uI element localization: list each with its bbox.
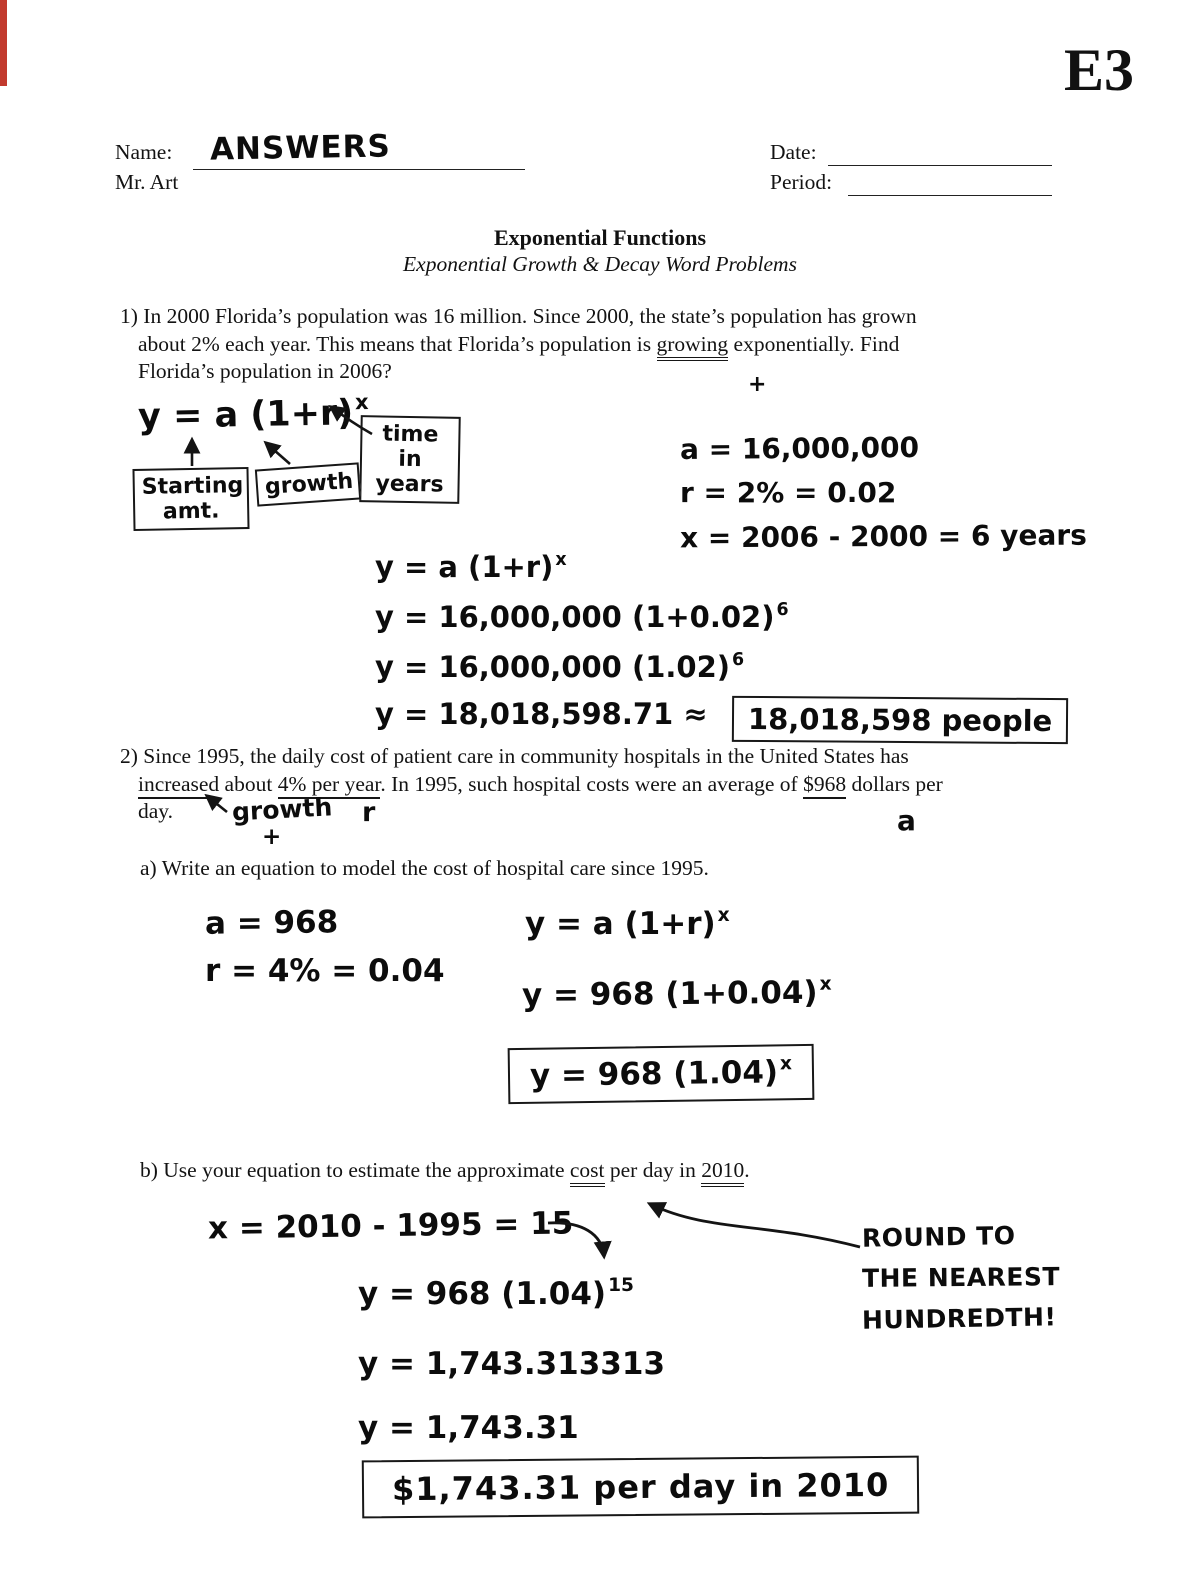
p1-step-3-exponent: 6 [732,649,745,670]
formula-main-exponent: x [354,390,369,415]
part-a-step-1-exponent: x [717,904,730,926]
part-b-step-1 [358,1276,634,1312]
p2-line2-text: about [219,771,278,796]
p1-step-1-exponent: x [555,549,567,570]
worksheet-subtitle: Exponential Growth & Decay Word Problems [403,252,797,276]
problem1-line: Florida’s population in 2006? [138,359,392,383]
part-a-given-r: r = 4% = 0.04 [205,953,445,989]
teacher-name: Mr. Art [115,170,179,194]
label-box-time-line: years [375,471,444,498]
problem1-line2-text: exponentially. Find [728,331,900,356]
problem1-growing-underlined: growing [657,332,729,361]
round-note-line: ROUND TO [861,1221,1016,1253]
part-b-prompt [140,1158,750,1183]
part-a-step-2 [522,975,832,1014]
p1-step-2-exponent: 6 [776,599,789,620]
label-box-time [359,415,461,504]
round-note [862,1222,1060,1333]
name-field-label: Name: [115,140,173,164]
p2-line2-text: dollars per [846,771,943,796]
formula-main-base: y = a (1+r) [137,393,354,438]
p1-step-4-base: y = 18,018,598.71 ≈ [375,697,708,731]
plus-annotation: + [748,372,767,397]
part-a-answer-box [508,1044,815,1104]
part-b-answer-box: $1,743.31 per day in 2010 [362,1456,920,1519]
p1-step-2-base: y = 16,000,000 (1+0.02) [375,600,775,634]
arrow-growth-to-r [266,443,290,464]
problem1-text [120,303,917,386]
given-r: r = 2% = 0.02 [680,476,897,509]
part-a-step-1 [525,906,730,942]
round-note-line: HUNDREDTH! [861,1302,1057,1335]
part-b-step-3 [358,1410,579,1446]
part-b-step-1-base: y = 968 (1.04) [358,1276,607,1312]
p2-rate-underlined: 4% per year [278,772,381,799]
label-box-starting-line: amt. [162,498,220,525]
p1-answer-box: 18,018,598 people [732,696,1069,744]
corner-label: E3 [1064,37,1135,103]
scan-artifact [0,0,7,86]
problem1-line2-text: about 2% each year. This means that Florida’s population is [138,331,657,356]
part-a-prompt: a) Write an equation to model the cost of hospital care since 1995. [140,856,709,880]
p2-cost-underlined: $968 [803,772,846,799]
problem1-line [120,331,917,359]
annotation-growth: growth [231,792,333,827]
date-field-label: Date: [770,140,817,164]
part-b-answer-box-wrap [362,1458,919,1516]
arrow-round-note-to-cost [650,1204,860,1247]
part-b-step-3-base: y = 1,743.31 [358,1410,579,1446]
worksheet-title: Exponential Functions [493,225,707,250]
annotation-plus: + [262,824,282,850]
problem2-line: day. [138,799,174,823]
round-note-line: THE NEAREST [861,1262,1061,1293]
part-a-step-1-base: y = a (1+r) [525,906,716,942]
label-box-starting-line: Starting [141,473,244,500]
p1-step-3 [375,650,744,684]
part-b-x-equation: x = 2010 - 1995 = 15 [207,1205,574,1247]
annotation-a: a [897,804,916,837]
name-field-value: ANSWERS [209,128,392,168]
part-a-answer-box-wrap [508,1046,814,1102]
p2-line2-text: . In 1995, such hospital costs were an average of [380,771,804,796]
part-b-step-2 [358,1346,665,1382]
part-a-answer-base: y = 968 (1.04) [529,1054,779,1094]
formula-main [137,390,369,438]
given-a: a = 16,000,000 [679,430,920,467]
p1-step-2 [375,600,789,634]
problem2-line: 2) Since 1995, the daily cost of patient care in community hospitals in the United States has [120,744,909,768]
part-b-2010-underlined: 2010 [701,1158,744,1187]
label-box-growth: growth [255,462,361,506]
part-b-cost-underlined: cost [570,1158,605,1187]
part-a-answer-exponent: x [779,1053,793,1075]
label-box-starting-amount [132,467,249,531]
part-b-prompt-text: per day in [604,1158,702,1182]
p2-increased-underlined: increased [138,772,219,799]
part-b-step-1-exponent: 15 [608,1274,634,1296]
part-b-step-2-base: y = 1,743.313313 [358,1346,666,1382]
period-field-label: Period: [770,170,833,194]
name-underline [193,169,525,170]
period-underline [848,195,1052,196]
p1-step-1 [375,550,567,584]
label-box-time-line: time [382,421,439,448]
p1-step-4 [375,697,1068,743]
part-b-prompt-text: . [744,1158,750,1182]
given-x: x = 2006 - 2000 = 6 years [679,518,1087,555]
part-b-prompt-text: b) Use your equation to estimate the approximate [140,1158,570,1182]
part-a-step-2-exponent: x [819,973,832,995]
p1-step-3-base: y = 16,000,000 (1.02) [375,650,731,684]
part-a-step-2-base: y = 968 (1+0.04) [521,974,818,1014]
problem2-line [120,771,943,799]
date-underline [828,165,1052,166]
p1-step-1-base: y = a (1+r) [375,550,554,584]
problem1-line: 1) In 2000 Florida’s population was 16 million. Since 2000, the state’s population has grown [120,304,917,328]
part-a-given-a: a = 968 [204,904,339,942]
label-box-time-line: in [398,446,422,473]
annotation-r: r [362,797,376,828]
